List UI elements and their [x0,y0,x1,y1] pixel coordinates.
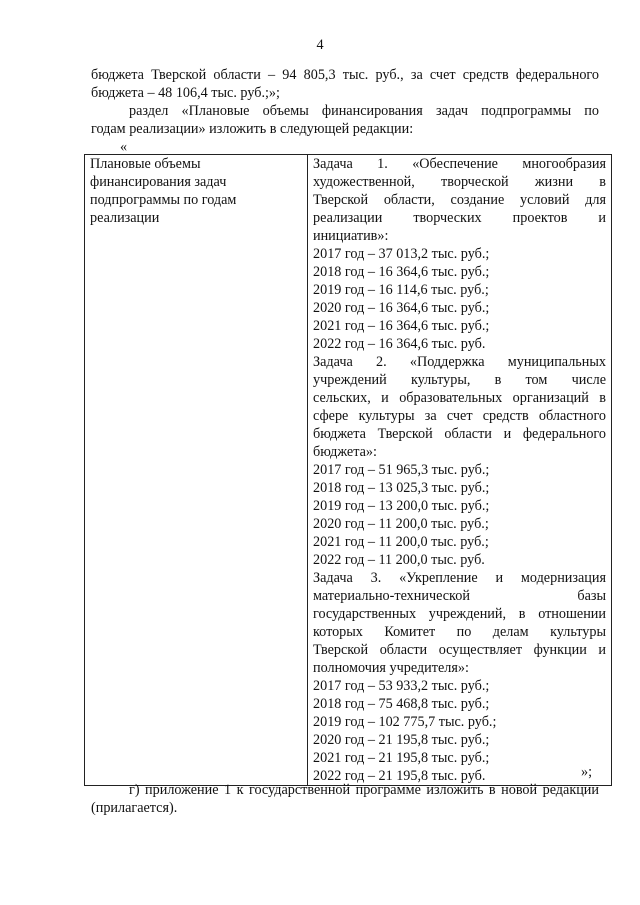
task-1-block [313,155,606,353]
task-1-year-amount: 2017 год – 37 013,2 тыс. руб.; [313,246,490,262]
section-title-line: финансирования задач [90,174,227,190]
task-3-year-amount: 2021 год – 21 195,8 тыс. руб.; [313,750,490,766]
task-3-heading-line: полномочия учредителя»: [313,660,469,676]
section-title-line: Плановые объемы [90,156,201,172]
outro-paragraph: г) приложение 1 к государственной программе изложить в новой редакции (прилагается). [91,782,599,816]
task-2-year-amount: 2020 год – 11 200,0 тыс. руб.; [313,516,489,532]
task-3-year-amount: 2017 год – 53 933,2 тыс. руб.; [313,678,490,694]
section-title-line: подпрограммы по годам [90,192,237,208]
task-2-year-amount: 2017 год – 51 965,3 тыс. руб.; [313,462,490,478]
task-1-heading-line: художественной, творческой жизни в [313,174,606,190]
task-1-year-amount: 2019 год – 16 114,6 тыс. руб.; [313,282,489,298]
task-2-year-amount: 2022 год – 11 200,0 тыс. руб. [313,552,485,568]
task-1-heading-line: реализации творческих проектов и [313,210,606,226]
task-3-block [313,569,606,785]
task-2-heading-line: сельских, и образовательных организаций в [313,390,606,406]
section-title-cell [85,155,308,786]
financing-table [84,154,612,786]
task-2-heading-line: бюджета Тверской области и федерального [313,426,606,442]
intro-paragraph [91,66,599,138]
task-3-year-amount: 2018 год – 75 468,8 тыс. руб.; [313,696,490,712]
task-1-heading-line: Тверской области, создание условий для [313,192,606,208]
task-2-year-amount: 2019 год – 13 200,0 тыс. руб.; [313,498,490,514]
task-1-heading-line: Задача 1. «Обеспечение многообразия [313,156,606,172]
task-1-year-amount: 2020 год – 16 364,6 тыс. руб.; [313,300,490,316]
intro-line-2: бюджета – 48 106,4 тыс. руб.;»; [91,85,280,101]
table-row [85,155,612,786]
task-3-year-amount: 2020 год – 21 195,8 тыс. руб.; [313,732,490,748]
task-2-heading-line: Задача 2. «Поддержка муниципальных [313,354,606,370]
task-2-heading-line: учреждений культуры, в том числе [313,372,606,388]
task-1-year-amount: 2018 год – 16 364,6 тыс. руб.; [313,264,490,280]
task-2-heading-line: сфере культуры за счет средств областного [313,408,606,424]
intro-line-1: бюджета Тверской области – 94 805,3 тыс. руб., за счет средств федерального [91,67,599,83]
intro-line-3: раздел «Плановые объемы финансирования задач подпрограммы по [129,103,599,119]
intro-line-4: годам реализации» изложить в следующей редакции: [91,121,414,137]
open-quote: « [120,139,128,155]
task-3-year-amount: 2022 год – 21 195,8 тыс. руб. [313,768,486,784]
tasks-cell [308,155,612,786]
task-1-heading-line: инициатив»: [313,228,389,244]
task-2-year-amount: 2018 год – 13 025,3 тыс. руб.; [313,480,490,496]
task-3-year-amount: 2019 год – 102 775,7 тыс. руб.; [313,714,497,730]
task-3-heading-line: Задача 3. «Укрепление и модернизация [313,570,606,586]
page-number: 4 [316,37,324,53]
task-3-heading-line: материально-технической базы [313,588,606,604]
task-1-year-amount: 2021 год – 16 364,6 тыс. руб.; [313,318,490,334]
task-2-block [313,353,606,569]
task-2-heading-line: бюджета»: [313,444,377,460]
task-3-heading-line: государственных учреждений, в отношении [313,606,606,622]
task-3-heading-line: которых Комитет по делам культуры [313,624,606,640]
task-2-year-amount: 2021 год – 11 200,0 тыс. руб.; [313,534,489,550]
close-quote: »; [581,764,593,780]
task-1-year-amount: 2022 год – 16 364,6 тыс. руб. [313,336,486,352]
task-3-heading-line: Тверской области осуществляет функции и [313,642,606,658]
section-title-line: реализации [90,210,160,226]
